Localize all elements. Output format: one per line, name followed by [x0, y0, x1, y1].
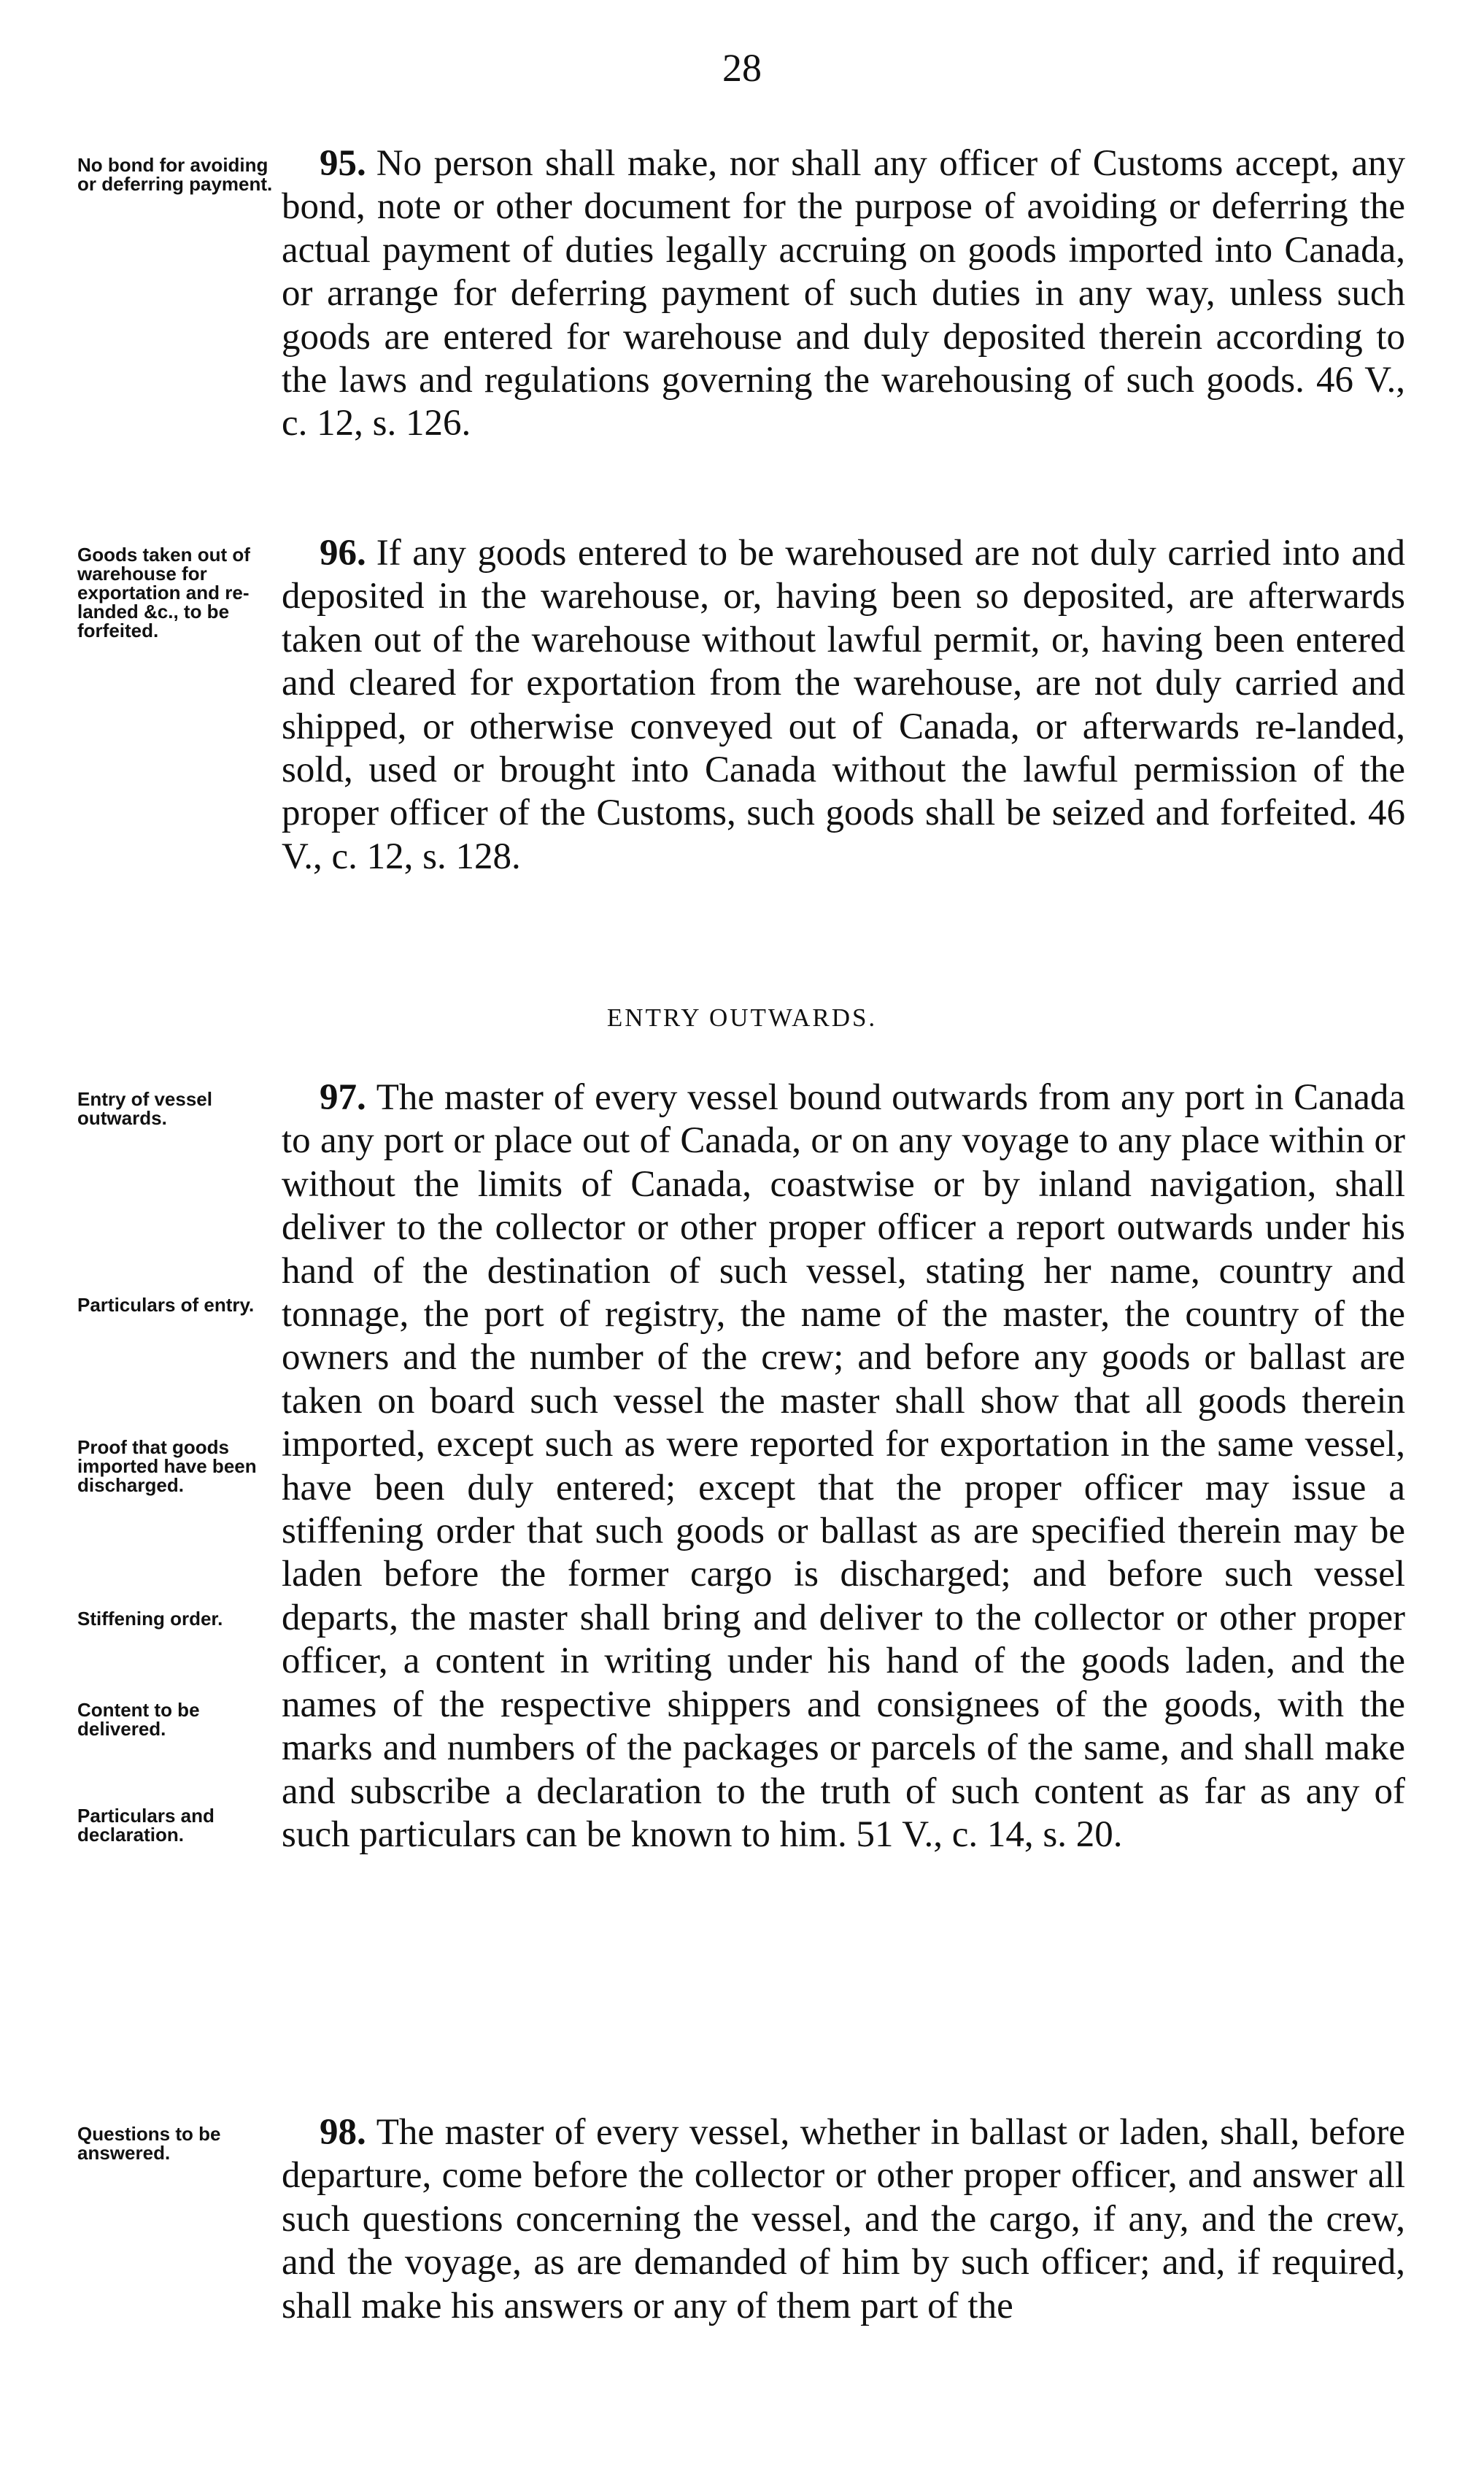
marginal-note: Particulars and declaration.	[77, 1805, 215, 1846]
marginal-note: Questions to be answered.	[77, 2123, 221, 2164]
section-number: 97.	[320, 1077, 366, 1118]
marginal-note: Proof that goods imported have been discharged.	[77, 1436, 257, 1496]
section-body: The master of every vessel, whether in ballast or laden, shall, before departure, come before the collector or other proper officer, and answer all such questions concerning the vessel, and the cargo, if any, and the crew, and the voyage, as are demanded of him by such officer; and, if required, shall make his answers or any of them part of the	[282, 2112, 1405, 2326]
marginal-note: Entry of vessel outwards.	[77, 1088, 212, 1129]
section-heading: ENTRY OUTWARDS.	[606, 1003, 878, 1032]
marginal-note: No bond for avoiding or deferring payment.	[77, 154, 273, 195]
section-text	[282, 532, 1405, 879]
marginal-note: Goods taken out of warehouse for exportation and re-landed &c., to be forfeited.	[77, 544, 250, 641]
page-number: 28	[722, 46, 762, 90]
section-body: If any goods entered to be warehoused are not duly carried into and deposited in the warehouse, or, having been so deposited, are afterwards taken out of the warehouse without lawful permit, or, having been entered and cleared for exportation from the warehouse, are not duly carried and shipped, or otherwise conveyed out of Canada, or afterwards re-landed, sold, used or brought into Canada without the lawful permission of the proper officer of the Customs, such goods shall be seized and forfeited. 46 V., c. 12, s. 128.	[282, 533, 1405, 877]
section-body: The master of every vessel bound outwards from any port in Canada to any port or place out of Canada, or on any voyage to any place within or without the limits of Canada, coastwise or by inland navigation, shall deliver to the collector or other proper officer a report outwards under his hand of the destination of such vessel, stating her name, country and tonnage, the port of registry, the name of the master, the country of the owners and the number of the crew; and before any goods or ballast are taken on board such vessel the master shall show that all goods therein imported, except such as were reported for exportation in the same vessel, have been duly entered; except that the proper officer may issue a stiffening order that such goods or ballast as are specified therein may be laden before the former cargo is discharged; and before such vessel departs, the master shall bring and deliver to the collector or other proper officer, a content in writing under his hand of the goods laden, and the names of the respective shippers and consignees of the goods, with the marks and numbers of the packages or parcels of the same, and shall make and subscribe a declaration to the truth of such content as far as any of such particulars can be known to him. 51 V., c. 14, s. 20.	[282, 1077, 1405, 1855]
section-text	[282, 2111, 1405, 2328]
marginal-note: Content to be delivered.	[77, 1699, 200, 1740]
marginal-note: Stiffening order.	[77, 1608, 223, 1630]
section-text	[282, 1076, 1405, 1857]
section-number: 95.	[320, 143, 366, 184]
section-text	[282, 142, 1405, 446]
section-number: 98.	[320, 2112, 366, 2153]
section-body: No person shall make, nor shall any officer of Customs accept, any bond, note or other document for the purpose of avoiding or deferring the actual payment of duties legally accruing on goods imported into Canada, or arrange for deferring payment of such duties in any way, unless such goods are entered for warehouse and duly deposited therein according to the laws and regulations governing the warehousing of such goods. 46 V., c. 12, s. 126.	[282, 143, 1405, 444]
marginal-note: Particulars of entry.	[77, 1294, 255, 1316]
section-number: 96.	[320, 533, 366, 574]
